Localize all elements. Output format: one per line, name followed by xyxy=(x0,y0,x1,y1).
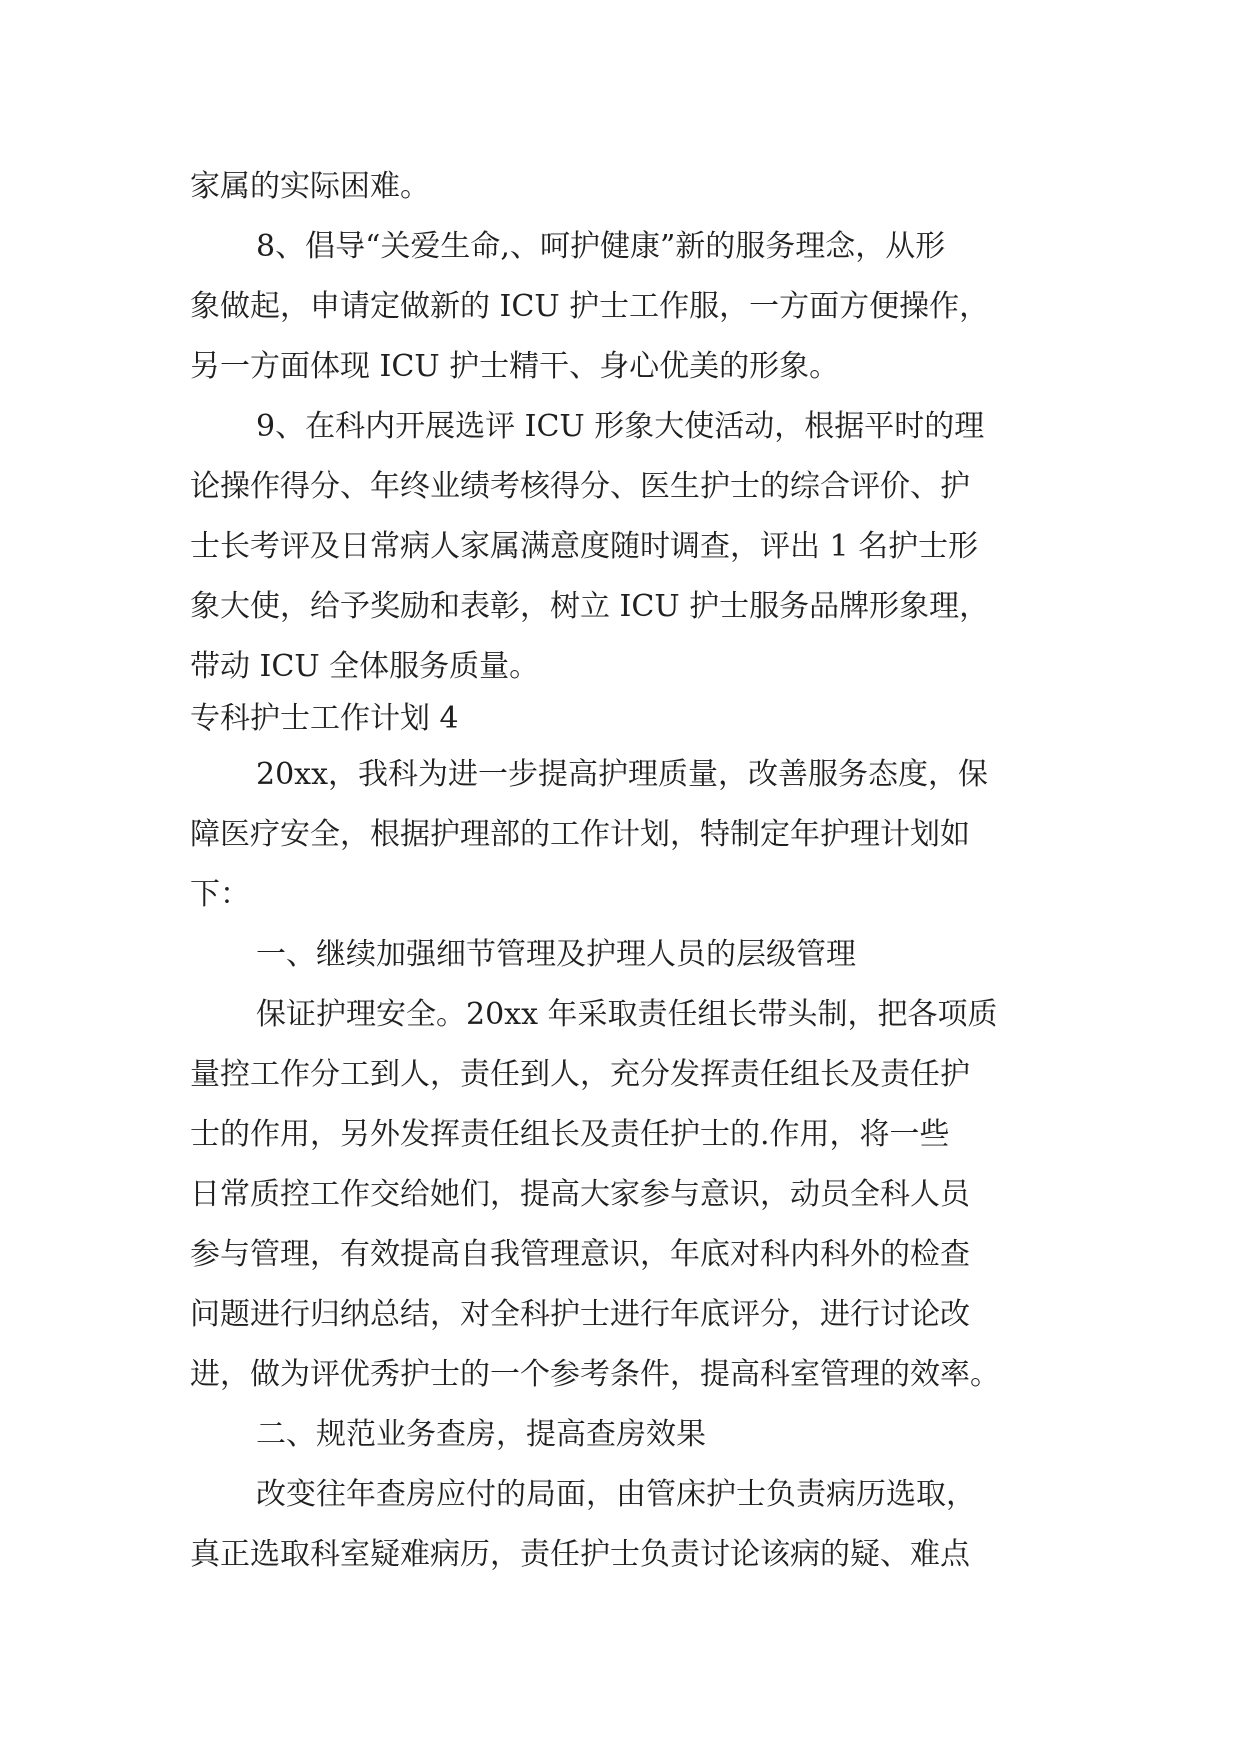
text-line: 参与管理，有效提高自我管理意识，年底对科内科外的检查 xyxy=(190,1237,970,1272)
text-line: 下： xyxy=(190,877,250,912)
text-line: 8、倡导“关爱生命,、呵护健康”新的服务理念，从形 xyxy=(256,229,946,264)
text-line: 士的作用，另外发挥责任组长及责任护士的.作用，将一些 xyxy=(190,1117,950,1152)
text-line: 家属的实际困难。 xyxy=(190,169,430,204)
text-line: 9、在科内开展选评 ICU 形象大使活动，根据平时的理 xyxy=(256,409,985,444)
text-line: 士长考评及日常病人家属满意度随时调查，评出 1 名护士形 xyxy=(190,529,979,564)
text-line: 问题进行归纳总结，对全科护士进行年底评分，进行讨论改 xyxy=(190,1297,970,1332)
text-line: 改变往年查房应付的局面，由管床护士负责病历选取， xyxy=(256,1477,976,1512)
section-heading: 专科护士工作计划 4 xyxy=(190,701,459,736)
text-line: 日常质控工作交给她们，提高大家参与意识，动员全科人员 xyxy=(190,1177,970,1212)
text-line: 真正选取科室疑难病历，责任护士负责讨论该病的疑、难点 xyxy=(190,1537,970,1572)
text-line: 另一方面体现 ICU 护士精干、身心优美的形象。 xyxy=(190,349,840,384)
text-line: 量控工作分工到人，责任到人，充分发挥责任组长及责任护 xyxy=(190,1057,970,1092)
text-line: 障医疗安全，根据护理部的工作计划，特制定年护理计划如 xyxy=(190,817,970,852)
text-line: 象大使，给予奖励和表彰，树立 ICU 护士服务品牌形象理， xyxy=(190,589,990,624)
subsection-heading: 二、规范业务查房，提高查房效果 xyxy=(256,1417,706,1452)
text-line: 论操作得分、年终业绩考核得分、医生护士的综合评价、护 xyxy=(190,469,970,504)
text-line: 象做起，申请定做新的 ICU 护士工作服，一方面方便操作， xyxy=(190,289,990,324)
subsection-heading: 一、继续加强细节管理及护理人员的层级管理 xyxy=(256,937,856,972)
text-line: 带动 ICU 全体服务质量。 xyxy=(190,649,540,684)
text-line: 进，做为评优秀护士的一个参考条件，提高科室管理的效率。 xyxy=(190,1357,1000,1392)
text-line: 20xx，我科为进一步提高护理质量，改善服务态度，保 xyxy=(256,757,989,792)
text-line: 保证护理安全。20xx 年采取责任组长带头制，把各项质 xyxy=(256,997,998,1032)
